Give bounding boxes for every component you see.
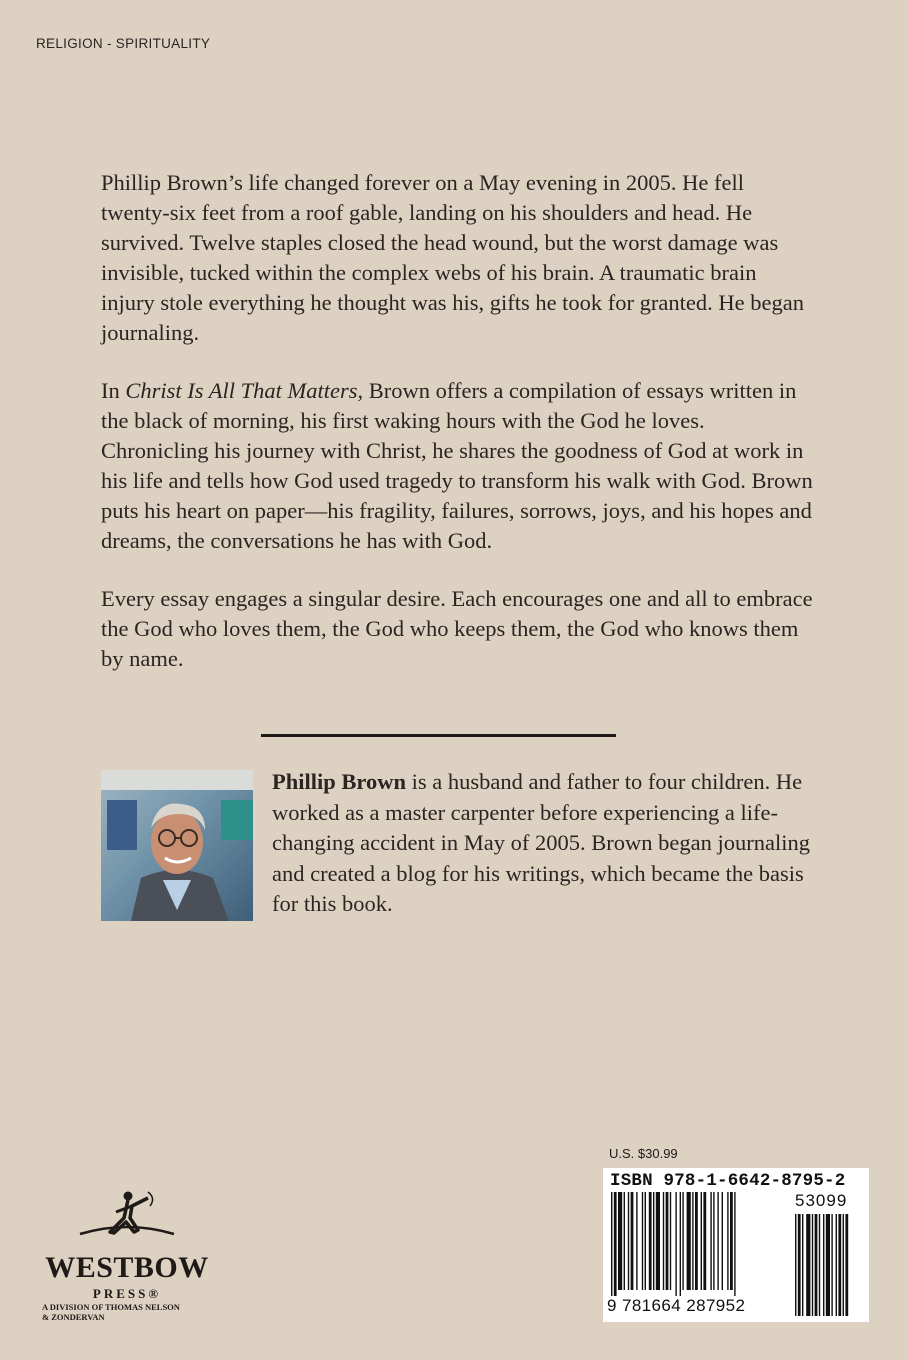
barcode-bar bbox=[624, 1192, 625, 1290]
isbn-text: ISBN 978-1-6642-8795-2 bbox=[610, 1171, 846, 1191]
barcode-bar bbox=[692, 1192, 693, 1290]
barcode-bar bbox=[713, 1192, 714, 1290]
addon-bar bbox=[823, 1214, 824, 1316]
addon-bar bbox=[798, 1214, 801, 1316]
barcode-bar bbox=[701, 1192, 702, 1290]
addon-bar bbox=[843, 1214, 844, 1316]
barcode-bar bbox=[687, 1192, 691, 1290]
barcode-bar bbox=[682, 1192, 683, 1290]
publisher-division-line2: & ZONDERVAN bbox=[42, 1312, 105, 1322]
ean-digits: 9 781664 287952 bbox=[607, 1296, 746, 1315]
category-label: RELIGION - SPIRITUALITY bbox=[36, 36, 211, 51]
barcode-bar bbox=[680, 1192, 681, 1296]
addon-bar bbox=[826, 1214, 830, 1316]
barcode-bar bbox=[703, 1192, 706, 1290]
barcode-bar bbox=[710, 1192, 711, 1290]
author-photo bbox=[101, 770, 253, 921]
barcode-bar bbox=[717, 1192, 718, 1290]
blurb-paragraph-1: Phillip Brown’s life changed forever on a May evening in 2005. He fell twenty-six feet from a roof gable, landing on his shoulders and head. He survived. Twelve staples closed the head wound, but the worst damage was invisible, tucked within the complex webs of his brain. A traumatic brain injury stole everything he thought was his, gifts he took for granted. He began journaling. bbox=[101, 170, 804, 345]
publisher-division bbox=[42, 1302, 212, 1322]
barcode-bar bbox=[631, 1192, 634, 1290]
blurb-p2-prefix: In bbox=[101, 378, 126, 403]
barcode-bar bbox=[618, 1192, 622, 1290]
barcode-bar bbox=[614, 1192, 617, 1296]
publisher-press: PRESS® bbox=[92, 1286, 162, 1301]
addon-bar bbox=[806, 1214, 810, 1316]
publisher-division-line1: A DIVISION OF THOMAS NELSON bbox=[42, 1302, 180, 1312]
barcode-bar bbox=[695, 1192, 698, 1290]
blurb-paragraph-2 bbox=[101, 376, 813, 556]
price-label: U.S. $30.99 bbox=[609, 1146, 678, 1161]
addon-bar bbox=[831, 1214, 832, 1316]
author-bio-text: is a husband and father to four children. He worked as a master carpenter before experiencing a life-changing accident in May of 2005. Brown began journaling and created a blog for his writings, which became the basis for this book. bbox=[272, 769, 810, 916]
barcode-bar bbox=[734, 1192, 735, 1296]
barcode-bar bbox=[663, 1192, 664, 1290]
barcode-bar bbox=[722, 1192, 723, 1290]
barcode bbox=[603, 1168, 869, 1322]
book-title: Christ Is All That Matters bbox=[125, 378, 358, 403]
barcode-bar bbox=[656, 1192, 660, 1290]
barcode-bar bbox=[628, 1192, 629, 1290]
author-name: Phillip Brown bbox=[272, 769, 407, 794]
barcode-bar bbox=[730, 1192, 733, 1290]
divider bbox=[261, 734, 616, 737]
price-code: 53099 bbox=[795, 1191, 848, 1210]
blurb bbox=[101, 168, 813, 702]
barcode-bar bbox=[666, 1192, 669, 1290]
addon-bar bbox=[812, 1214, 813, 1316]
barcode-bar bbox=[642, 1192, 643, 1290]
blurb-paragraph-3: Every essay engages a singular desire. Each encourages one and all to embrace the God who loves them, the God who keeps them, the God who knows them by name. bbox=[101, 586, 813, 671]
barcode-bar bbox=[645, 1192, 646, 1290]
blurb-p2-rest: , Brown offers a compilation of essays written in the black of morning, his first waking hours with the God he loves. Chronicling his journey with Christ, he shares the goodness of God at work in his life and tells how God used tragedy to transform his walk with God. Brown puts his heart on paper—his fragility, failures, sorrows, joys, and his hopes and dreams, the conversations he has with God. bbox=[101, 378, 813, 553]
publisher-logo bbox=[32, 1188, 222, 1328]
addon-bar bbox=[836, 1214, 837, 1316]
barcode-bar bbox=[653, 1192, 654, 1290]
barcode-bar bbox=[636, 1192, 637, 1290]
author-bio bbox=[272, 767, 817, 920]
barcode-bar bbox=[675, 1192, 676, 1296]
barcode-bar bbox=[649, 1192, 652, 1290]
addon-bar bbox=[838, 1214, 841, 1316]
addon-bar bbox=[802, 1214, 803, 1316]
archer-icon bbox=[32, 1188, 222, 1252]
addon-bar bbox=[815, 1214, 818, 1316]
publisher-name: WESTBOW bbox=[45, 1251, 209, 1284]
barcode-bar bbox=[611, 1192, 612, 1296]
addon-bar bbox=[795, 1214, 796, 1316]
addon-bar bbox=[819, 1214, 820, 1316]
barcode-bar bbox=[727, 1192, 728, 1290]
addon-bar bbox=[845, 1214, 848, 1316]
barcode-bar bbox=[670, 1192, 671, 1290]
